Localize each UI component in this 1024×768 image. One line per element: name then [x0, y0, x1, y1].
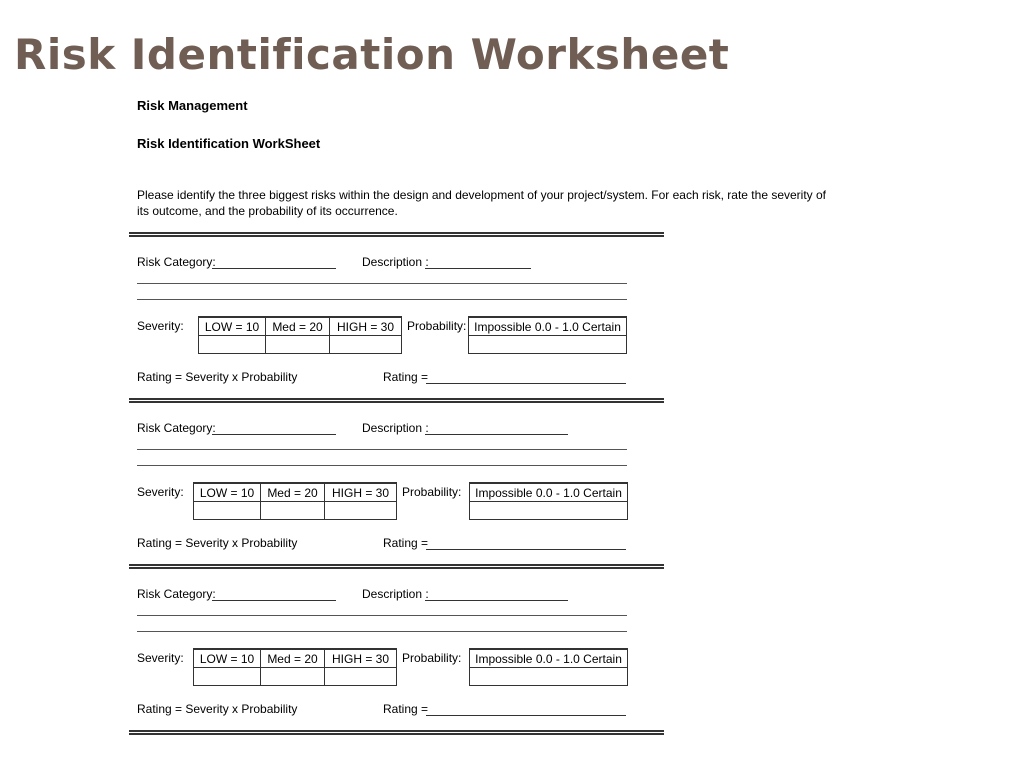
description-field[interactable]	[425, 600, 568, 601]
probability-table	[469, 648, 628, 686]
probability-scale: Impossible 0.0 - 1.0 Certain	[470, 483, 628, 502]
severity-high: HIGH = 30	[325, 483, 397, 502]
severity-high-cell[interactable]	[330, 336, 402, 354]
severity-table	[198, 316, 402, 354]
description-line[interactable]	[137, 631, 627, 632]
description-label: Description :	[362, 421, 429, 435]
description-field[interactable]	[425, 268, 531, 269]
severity-label: Severity:	[137, 319, 184, 333]
slide-title: Risk Identification Worksheet	[14, 30, 730, 79]
probability-label: Probability:	[407, 319, 467, 333]
severity-med: Med = 20	[261, 483, 325, 502]
rating-label: Rating =	[383, 536, 429, 550]
severity-low: LOW = 10	[194, 649, 261, 668]
instructions-text: Please identify the three biggest risks within the design and development of your project/system. For each risk, rate the severity of its outcome, and the probability of its occurrence.	[137, 188, 827, 218]
description-field[interactable]	[425, 434, 568, 435]
risk-category-field[interactable]	[212, 268, 336, 269]
severity-low-cell[interactable]	[194, 668, 261, 686]
description-label: Description :	[362, 255, 429, 269]
rating-formula: Rating = Severity x Probability	[137, 702, 298, 716]
double-divider	[129, 232, 664, 237]
description-line[interactable]	[137, 615, 627, 616]
severity-label: Severity:	[137, 651, 184, 665]
probability-scale: Impossible 0.0 - 1.0 Certain	[470, 649, 628, 668]
severity-low-cell[interactable]	[194, 502, 261, 520]
description-line[interactable]	[137, 283, 627, 284]
severity-high: HIGH = 30	[325, 649, 397, 668]
rating-label: Rating =	[383, 702, 429, 716]
description-label: Description :	[362, 587, 429, 601]
rating-formula: Rating = Severity x Probability	[137, 536, 298, 550]
severity-high-cell[interactable]	[325, 502, 397, 520]
severity-label: Severity:	[137, 485, 184, 499]
severity-med-cell[interactable]	[261, 668, 325, 686]
double-divider	[129, 730, 664, 735]
probability-label: Probability:	[402, 651, 462, 665]
probability-cell[interactable]	[470, 668, 628, 686]
probability-table	[468, 316, 627, 354]
probability-scale: Impossible 0.0 - 1.0 Certain	[469, 317, 627, 336]
severity-low: LOW = 10	[199, 317, 266, 336]
severity-med: Med = 20	[266, 317, 330, 336]
probability-table	[469, 482, 628, 520]
severity-table	[193, 482, 397, 520]
risk-category-field[interactable]	[212, 600, 336, 601]
severity-med-cell[interactable]	[266, 336, 330, 354]
risk-category-field[interactable]	[212, 434, 336, 435]
severity-low-cell[interactable]	[199, 336, 266, 354]
description-line[interactable]	[137, 449, 627, 450]
description-line[interactable]	[137, 299, 627, 300]
probability-cell[interactable]	[469, 336, 627, 354]
severity-table	[193, 648, 397, 686]
section-heading: Risk Management	[137, 98, 248, 113]
worksheet-subtitle: Risk Identification WorkSheet	[137, 136, 321, 151]
rating-formula: Rating = Severity x Probability	[137, 370, 298, 384]
severity-low: LOW = 10	[194, 483, 261, 502]
rating-field[interactable]	[426, 715, 626, 716]
probability-cell[interactable]	[470, 502, 628, 520]
probability-label: Probability:	[402, 485, 462, 499]
risk-category-label: Risk Category:	[137, 255, 216, 269]
double-divider	[129, 398, 664, 403]
double-divider	[129, 564, 664, 569]
severity-med: Med = 20	[261, 649, 325, 668]
risk-category-label: Risk Category:	[137, 421, 216, 435]
severity-high: HIGH = 30	[330, 317, 402, 336]
description-line[interactable]	[137, 465, 627, 466]
rating-label: Rating =	[383, 370, 429, 384]
severity-med-cell[interactable]	[261, 502, 325, 520]
severity-high-cell[interactable]	[325, 668, 397, 686]
rating-field[interactable]	[426, 383, 626, 384]
rating-field[interactable]	[426, 549, 626, 550]
risk-category-label: Risk Category:	[137, 587, 216, 601]
